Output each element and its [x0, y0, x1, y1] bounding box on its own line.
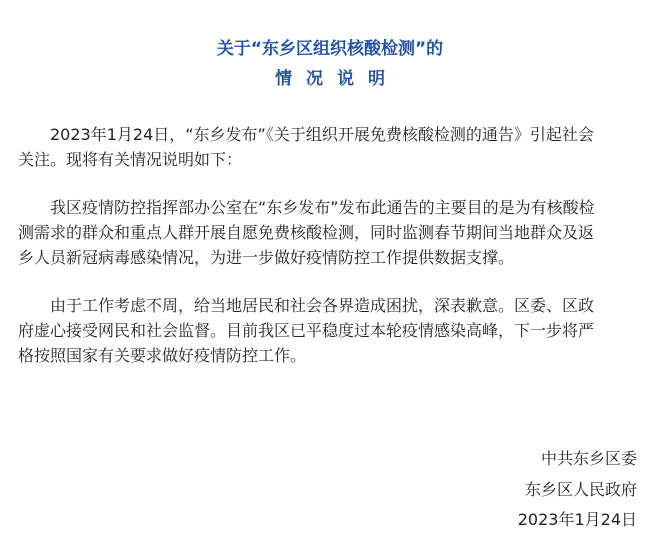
document-subtitle: 情况说明	[275, 69, 399, 89]
paragraph-apology	[18, 293, 643, 368]
paragraph-line: 府虚心接受网民和社会监督。目前我区已平稳度过本轮疫情感染高峰，下一步将严	[18, 321, 595, 340]
signature-government: 东乡区人民政府	[524, 480, 637, 499]
signature-date: 2023年1月24日	[517, 510, 637, 529]
paragraph-line: 格按照国家有关要求做好疫情防控工作。	[18, 346, 307, 365]
signature-party-committee: 中共东乡区委	[540, 449, 637, 468]
paragraph-intro	[18, 122, 643, 172]
paragraph-purpose	[18, 195, 643, 270]
document-title: 关于“东乡区组织核酸检测”的	[216, 39, 444, 59]
paragraph-line: 由于工作考虑不周，给当地居民和社会各界造成困扰，深表歉意。区委、区政	[50, 296, 595, 315]
paragraph-line: 我区疫情防控指挥部办公室在“东乡发布”发布此通告的主要目的是为有核酸检	[50, 198, 595, 217]
paragraph-line: 乡人员新冠病毒感染情况，为进一步做好疫情防控工作提供数据支撑。	[18, 248, 515, 267]
paragraph-line: 测需求的群众和重点人群开展自愿免费核酸检测，同时监测春节期间当地群众及返	[18, 223, 595, 242]
paragraph-line: 关注。现将有关情况说明如下：	[18, 150, 243, 169]
paragraph-line: 2023年1月24日，“东乡发布”《关于组织开展免费核酸检测的通告》引起社会	[50, 125, 594, 144]
